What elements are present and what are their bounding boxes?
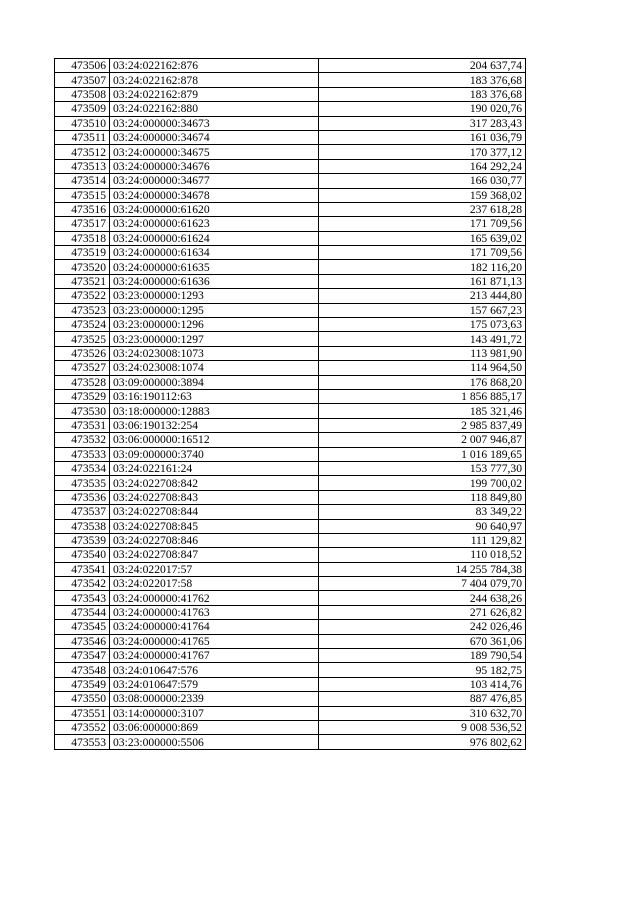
value-cell: 83 349,22 bbox=[319, 505, 526, 519]
row-id-cell: 473529 bbox=[55, 389, 110, 403]
value-cell: 164 292,24 bbox=[319, 159, 526, 173]
table-row bbox=[55, 59, 526, 73]
row-id-cell: 473520 bbox=[55, 260, 110, 274]
cadastral-number-cell: 03:24:000000:61623 bbox=[110, 217, 319, 231]
table-body bbox=[55, 59, 526, 750]
value-cell: 153 777,30 bbox=[319, 461, 526, 475]
table-row bbox=[55, 231, 526, 245]
value-cell: 161 036,79 bbox=[319, 130, 526, 144]
cadastral-number-cell: 03:24:000000:41763 bbox=[110, 605, 319, 619]
row-id-cell: 473532 bbox=[55, 433, 110, 447]
cadastral-number-cell: 03:23:000000:1293 bbox=[110, 289, 319, 303]
cadastral-number-cell: 03:24:000000:61636 bbox=[110, 274, 319, 288]
cadastral-number-cell: 03:24:000000:41767 bbox=[110, 649, 319, 663]
value-cell: 165 639,02 bbox=[319, 231, 526, 245]
value-cell: 189 790,54 bbox=[319, 649, 526, 663]
row-id-cell: 473514 bbox=[55, 174, 110, 188]
row-id-cell: 473526 bbox=[55, 346, 110, 360]
cadastral-number-cell: 03:24:022017:57 bbox=[110, 562, 319, 576]
row-id-cell: 473539 bbox=[55, 533, 110, 547]
row-id-cell: 473511 bbox=[55, 130, 110, 144]
table-row bbox=[55, 519, 526, 533]
row-id-cell: 473515 bbox=[55, 188, 110, 202]
value-cell: 175 073,63 bbox=[319, 318, 526, 332]
row-id-cell: 473527 bbox=[55, 361, 110, 375]
cadastral-number-cell: 03:24:022708:845 bbox=[110, 519, 319, 533]
row-id-cell: 473547 bbox=[55, 649, 110, 663]
table-row bbox=[55, 404, 526, 418]
value-cell: 111 129,82 bbox=[319, 533, 526, 547]
cadastral-number-cell: 03:24:023008:1074 bbox=[110, 361, 319, 375]
cadastral-number-cell: 03:24:000000:34674 bbox=[110, 130, 319, 144]
cadastral-number-cell: 03:24:022708:842 bbox=[110, 476, 319, 490]
cadastral-number-cell: 03:08:000000:2339 bbox=[110, 692, 319, 706]
row-id-cell: 473512 bbox=[55, 145, 110, 159]
value-cell: 157 667,23 bbox=[319, 303, 526, 317]
value-cell: 183 376,68 bbox=[319, 73, 526, 87]
cadastral-number-cell: 03:24:023008:1073 bbox=[110, 346, 319, 360]
value-cell: 110 018,52 bbox=[319, 548, 526, 562]
value-cell: 190 020,76 bbox=[319, 102, 526, 116]
cadastral-number-cell: 03:24:022161:24 bbox=[110, 461, 319, 475]
value-cell: 171 709,56 bbox=[319, 217, 526, 231]
value-cell: 171 709,56 bbox=[319, 246, 526, 260]
cadastral-number-cell: 03:23:000000:1297 bbox=[110, 332, 319, 346]
row-id-cell: 473540 bbox=[55, 548, 110, 562]
table-row bbox=[55, 318, 526, 332]
cadastral-number-cell: 03:24:022708:844 bbox=[110, 505, 319, 519]
value-cell: 182 116,20 bbox=[319, 260, 526, 274]
table-row bbox=[55, 663, 526, 677]
value-cell: 2 985 837,49 bbox=[319, 418, 526, 432]
value-cell: 887 476,85 bbox=[319, 692, 526, 706]
value-cell: 114 964,50 bbox=[319, 361, 526, 375]
table-row bbox=[55, 562, 526, 576]
row-id-cell: 473519 bbox=[55, 246, 110, 260]
cadastral-number-cell: 03:24:000000:61624 bbox=[110, 231, 319, 245]
table-row bbox=[55, 87, 526, 101]
row-id-cell: 473524 bbox=[55, 318, 110, 332]
cadastral-number-cell: 03:24:000000:34678 bbox=[110, 188, 319, 202]
cadastral-number-cell: 03:09:000000:3894 bbox=[110, 375, 319, 389]
cadastral-number-cell: 03:24:022162:879 bbox=[110, 87, 319, 101]
row-id-cell: 473508 bbox=[55, 87, 110, 101]
cadastral-number-cell: 03:06:000000:16512 bbox=[110, 433, 319, 447]
value-cell: 9 008 536,52 bbox=[319, 720, 526, 734]
row-id-cell: 473516 bbox=[55, 202, 110, 216]
cadastral-number-cell: 03:23:000000:1296 bbox=[110, 318, 319, 332]
table-row bbox=[55, 649, 526, 663]
row-id-cell: 473541 bbox=[55, 562, 110, 576]
row-id-cell: 473542 bbox=[55, 577, 110, 591]
cadastral-number-cell: 03:06:190132:254 bbox=[110, 418, 319, 432]
row-id-cell: 473513 bbox=[55, 159, 110, 173]
cadastral-number-cell: 03:24:022708:847 bbox=[110, 548, 319, 562]
table-row bbox=[55, 577, 526, 591]
row-id-cell: 473543 bbox=[55, 591, 110, 605]
row-id-cell: 473545 bbox=[55, 620, 110, 634]
row-id-cell: 473537 bbox=[55, 505, 110, 519]
table-row bbox=[55, 303, 526, 317]
value-cell: 271 626,82 bbox=[319, 605, 526, 619]
row-id-cell: 473521 bbox=[55, 274, 110, 288]
cadastral-number-cell: 03:24:010647:576 bbox=[110, 663, 319, 677]
cadastral-number-cell: 03:24:000000:41764 bbox=[110, 620, 319, 634]
value-cell: 185 321,46 bbox=[319, 404, 526, 418]
value-cell: 143 491,72 bbox=[319, 332, 526, 346]
value-cell: 244 638,26 bbox=[319, 591, 526, 605]
value-cell: 976 802,62 bbox=[319, 735, 526, 749]
cadastral-number-cell: 03:18:000000:12883 bbox=[110, 404, 319, 418]
table-row bbox=[55, 130, 526, 144]
cadastral-number-cell: 03:24:022162:878 bbox=[110, 73, 319, 87]
cadastral-number-cell: 03:24:000000:34677 bbox=[110, 174, 319, 188]
table-row bbox=[55, 433, 526, 447]
row-id-cell: 473538 bbox=[55, 519, 110, 533]
row-id-cell: 473507 bbox=[55, 73, 110, 87]
row-id-cell: 473546 bbox=[55, 634, 110, 648]
row-id-cell: 473544 bbox=[55, 605, 110, 619]
table-row bbox=[55, 735, 526, 749]
table-row bbox=[55, 289, 526, 303]
row-id-cell: 473510 bbox=[55, 116, 110, 130]
row-id-cell: 473534 bbox=[55, 461, 110, 475]
row-id-cell: 473530 bbox=[55, 404, 110, 418]
cadastral-number-cell: 03:09:000000:3740 bbox=[110, 447, 319, 461]
value-cell: 237 618,28 bbox=[319, 202, 526, 216]
row-id-cell: 473518 bbox=[55, 231, 110, 245]
cadastral-number-cell: 03:24:000000:61635 bbox=[110, 260, 319, 274]
value-cell: 113 981,90 bbox=[319, 346, 526, 360]
cadastral-number-cell: 03:24:022708:843 bbox=[110, 490, 319, 504]
table-row bbox=[55, 274, 526, 288]
row-id-cell: 473531 bbox=[55, 418, 110, 432]
table-row bbox=[55, 505, 526, 519]
table-row bbox=[55, 188, 526, 202]
value-cell: 242 026,46 bbox=[319, 620, 526, 634]
table-row bbox=[55, 260, 526, 274]
table-row bbox=[55, 102, 526, 116]
table-row bbox=[55, 116, 526, 130]
cadastral-number-cell: 03:24:022162:876 bbox=[110, 59, 319, 73]
table-row bbox=[55, 174, 526, 188]
cadastral-number-cell: 03:24:000000:34673 bbox=[110, 116, 319, 130]
table-row bbox=[55, 706, 526, 720]
row-id-cell: 473506 bbox=[55, 59, 110, 73]
row-id-cell: 473517 bbox=[55, 217, 110, 231]
table-row bbox=[55, 202, 526, 216]
value-cell: 176 868,20 bbox=[319, 375, 526, 389]
row-id-cell: 473548 bbox=[55, 663, 110, 677]
value-cell: 1 856 885,17 bbox=[319, 389, 526, 403]
table-row bbox=[55, 246, 526, 260]
table-row bbox=[55, 634, 526, 648]
table-row bbox=[55, 447, 526, 461]
cadastral-number-cell: 03:24:000000:34676 bbox=[110, 159, 319, 173]
table-row bbox=[55, 418, 526, 432]
row-id-cell: 473550 bbox=[55, 692, 110, 706]
row-id-cell: 473522 bbox=[55, 289, 110, 303]
value-cell: 14 255 784,38 bbox=[319, 562, 526, 576]
value-cell: 90 640,97 bbox=[319, 519, 526, 533]
cadastral-number-cell: 03:16:190112:63 bbox=[110, 389, 319, 403]
cadastral-number-cell: 03:24:022162:880 bbox=[110, 102, 319, 116]
row-id-cell: 473536 bbox=[55, 490, 110, 504]
value-cell: 1 016 189,65 bbox=[319, 447, 526, 461]
value-cell: 310 632,70 bbox=[319, 706, 526, 720]
table-row bbox=[55, 677, 526, 691]
row-id-cell: 473528 bbox=[55, 375, 110, 389]
value-cell: 199 700,02 bbox=[319, 476, 526, 490]
value-cell: 159 368,02 bbox=[319, 188, 526, 202]
table-row bbox=[55, 620, 526, 634]
value-cell: 166 030,77 bbox=[319, 174, 526, 188]
value-cell: 95 182,75 bbox=[319, 663, 526, 677]
table-row bbox=[55, 375, 526, 389]
cadastral-number-cell: 03:24:000000:61634 bbox=[110, 246, 319, 260]
row-id-cell: 473552 bbox=[55, 720, 110, 734]
table-row bbox=[55, 361, 526, 375]
value-cell: 103 414,76 bbox=[319, 677, 526, 691]
table-row bbox=[55, 533, 526, 547]
cadastral-number-cell: 03:24:022017:58 bbox=[110, 577, 319, 591]
table-row bbox=[55, 159, 526, 173]
table-row bbox=[55, 476, 526, 490]
table-row bbox=[55, 389, 526, 403]
row-id-cell: 473525 bbox=[55, 332, 110, 346]
table-row bbox=[55, 145, 526, 159]
cadastral-number-cell: 03:14:000000:3107 bbox=[110, 706, 319, 720]
table-row bbox=[55, 692, 526, 706]
cadastral-number-cell: 03:24:000000:61620 bbox=[110, 202, 319, 216]
cadastral-number-cell: 03:24:010647:579 bbox=[110, 677, 319, 691]
table-row bbox=[55, 605, 526, 619]
valuation-table bbox=[54, 58, 526, 750]
value-cell: 670 361,06 bbox=[319, 634, 526, 648]
cadastral-number-cell: 03:24:022708:846 bbox=[110, 533, 319, 547]
row-id-cell: 473535 bbox=[55, 476, 110, 490]
value-cell: 183 376,68 bbox=[319, 87, 526, 101]
cadastral-number-cell: 03:23:000000:1295 bbox=[110, 303, 319, 317]
table-row bbox=[55, 720, 526, 734]
value-cell: 161 871,13 bbox=[319, 274, 526, 288]
row-id-cell: 473509 bbox=[55, 102, 110, 116]
table-row bbox=[55, 591, 526, 605]
row-id-cell: 473551 bbox=[55, 706, 110, 720]
value-cell: 118 849,80 bbox=[319, 490, 526, 504]
table-row bbox=[55, 461, 526, 475]
table-row bbox=[55, 548, 526, 562]
table-row bbox=[55, 490, 526, 504]
value-cell: 204 637,74 bbox=[319, 59, 526, 73]
row-id-cell: 473523 bbox=[55, 303, 110, 317]
cadastral-number-cell: 03:06:000000:869 bbox=[110, 720, 319, 734]
table-row bbox=[55, 73, 526, 87]
table-row bbox=[55, 332, 526, 346]
cadastral-number-cell: 03:23:000000:5506 bbox=[110, 735, 319, 749]
table-row bbox=[55, 217, 526, 231]
row-id-cell: 473553 bbox=[55, 735, 110, 749]
table-row bbox=[55, 346, 526, 360]
value-cell: 317 283,43 bbox=[319, 116, 526, 130]
row-id-cell: 473533 bbox=[55, 447, 110, 461]
value-cell: 170 377,12 bbox=[319, 145, 526, 159]
value-cell: 2 007 946,87 bbox=[319, 433, 526, 447]
cadastral-number-cell: 03:24:000000:41762 bbox=[110, 591, 319, 605]
cadastral-number-cell: 03:24:000000:34675 bbox=[110, 145, 319, 159]
value-cell: 7 404 079,70 bbox=[319, 577, 526, 591]
value-cell: 213 444,80 bbox=[319, 289, 526, 303]
cadastral-number-cell: 03:24:000000:41765 bbox=[110, 634, 319, 648]
row-id-cell: 473549 bbox=[55, 677, 110, 691]
